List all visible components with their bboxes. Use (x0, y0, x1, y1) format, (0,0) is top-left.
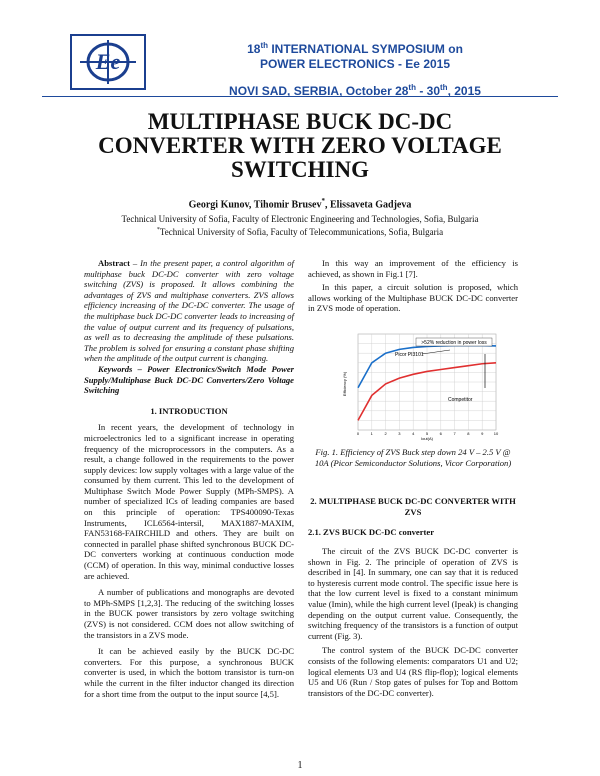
x-tick-label: 1 (370, 431, 373, 436)
x-tick-label: 8 (467, 431, 470, 436)
figure-1-caption: Fig. 1. Efficiency of ZVS Buck step down 24 V – 2.5 V @ 10A (Picor Semiconductor Solutions, Vicor Corporation) (314, 447, 512, 468)
x-tick-label: 0 (356, 431, 360, 436)
right-column-top (308, 258, 518, 314)
y-axis-label: Efficiency (%) (342, 371, 347, 397)
authors: Georgi Kunov, Tihomir Brusev*, Elissaveta Gadjeva (188, 197, 412, 211)
x-axis-label: Iout(A) (420, 436, 434, 441)
conference-header (190, 38, 520, 99)
subsection-2-1: 2.1. ZVS BUCK DC-DC converter (308, 527, 435, 538)
x-tick-label: 9 (481, 431, 484, 436)
page-number: 1 (297, 760, 303, 771)
intro-paragraph-1: In recent years, the development of technology in microelectronics led to a significant increase in operating frequency of the microprocessors in the computers. As a result, a change followed in the requirements to the power supply devices: low supply voltages with a large value of the consumed by them current. This led to the development of Multiphase Switch Mode Power Supply (MPh-SMPS). A number of specialized ICs of leading companies are based on this principle of operation: TPS400090-Texas Instruments, ICL6564-intersil, MAX1887-MAXIM, FAN53168-FAIRCHILD and others. They are built on connected in parallel phase shifted synchronous BUCK DC-DC converters working at continuous conduction mode (CCM) of operation. In this way, minimal conductive losses are achieved. (84, 422, 294, 581)
x-tick-label: 4 (412, 431, 415, 436)
affiliation-1: Technical University of Sofia, Faculty of Electronic Engineering and Technologies, Sofia, Bulgaria (121, 214, 479, 224)
right-paragraph-2: In this paper, a circuit solution is proposed, which allows working of the Multiphase BUCK DC-DC converter in ZVS mode of operation. (308, 282, 518, 314)
x-tick-label: 7 (453, 431, 456, 436)
efficiency-chart (340, 330, 500, 442)
header-rule (42, 96, 558, 97)
keywords: Keywords – Power Electronics/Switch Mode Power Supply/Multiphase Buck DC-DC Converters/Zero Voltage Switching (84, 363, 294, 396)
abstract: Abstract – In the present paper, a control algorithm of multiphase buck DC-DC converter with zero voltage switching (ZVS) is proposed. It allows combining the advantages of ZVS and multiphase converters. ZVS allows efficiency increasing of the DC-DC converter. The usage of the multiphase buck DC-DC converter leads to increasing of the value of output current and its frequency of pulsations, as well as to decreasing the amplitude of these pulsations. The problem is solved for ensuring a constant phase shifting when the amplitude of the output current is changing. (84, 258, 294, 364)
section2-paragraph-2: The control system of the BUCK DC-DC converter consists of the following elements: comparators U1 and U2; logical elements U3 and U4 (RS flip-flop); logical elements U5 and U6 (Run / Stop gates of pulses for Top and Bottom transistors of the DC-DC converter). (308, 645, 518, 698)
label-competitor: Competitor (448, 397, 473, 403)
section2-paragraph-1: The circuit of the ZVS BUCK DC-DC converter is shown in Fig. 2. The principle of operation of ZVS is described in [4]. In summary, one can say that it is reduced to hysteresis current mode control. The specific issue here is that the low current level is fixed to a constant minimum value (Imin), while the high current level (Ipeak) is changing depending on the output current value. Consequently, the switching frequency of the transistors is a function of output current (Fig. 3). (308, 545, 518, 641)
chart-annotation: >52% reduction in power loss (421, 340, 487, 346)
conference-line-1: 18th INTERNATIONAL SYMPOSIUM on (247, 41, 463, 56)
x-tick-label: 3 (398, 431, 401, 436)
conference-logo (70, 34, 146, 90)
ee-logo-icon (72, 36, 144, 88)
conference-place-date: NOVI SAD, SERBIA, October 28th - 30th, 2015 (229, 83, 481, 98)
logo-text: Ee (95, 49, 121, 74)
right-paragraph-1: In this way an improvement of the efficiency is achieved, as shown in Fig.1 [7]. (308, 258, 518, 279)
intro-paragraph-2: A number of publications and monographs are devoted to MPh-SMPS [1,2,3]. The reducing of the switching losses in the BUCK power transistors by zero voltage switching (ZVS) is not considered. CCM does not allow switching of the transistors in a ZVS mode. (84, 587, 294, 640)
x-tick-label: 6 (439, 431, 442, 436)
affiliation-2: *Technical University of Sofia, Faculty of Telecommunications, Sofia, Bulgaria (156, 227, 444, 237)
left-column (84, 258, 294, 699)
label-picor: Picor PI3101 (395, 352, 424, 358)
x-tick-label: 5 (425, 431, 429, 436)
section-2-title: 2. MULTIPHASE BUCK DC-DC CONVERTER WITH ZVS (310, 496, 516, 517)
section-introduction: 1. INTRODUCTION (150, 405, 228, 416)
right-column-bottom (308, 447, 518, 698)
conference-line-2: POWER ELECTRONICS - Ee 2015 (259, 57, 451, 71)
paper-title: MULTIPHASE BUCK DC-DC CONVERTER WITH ZERO VOLTAGE SWITCHING (98, 109, 502, 182)
intro-paragraph-3: It can be achieved easily by the BUCK DC-DC converters. For this purpose, a synchronous BUCK converter is used, in which the bottom transistor is turn-on while the current in the filter inductor changed its direction for a short time from the output to the input source [4,5]. (84, 646, 294, 699)
x-tick-label: 10 (493, 431, 499, 436)
x-tick-label: 2 (384, 431, 387, 436)
